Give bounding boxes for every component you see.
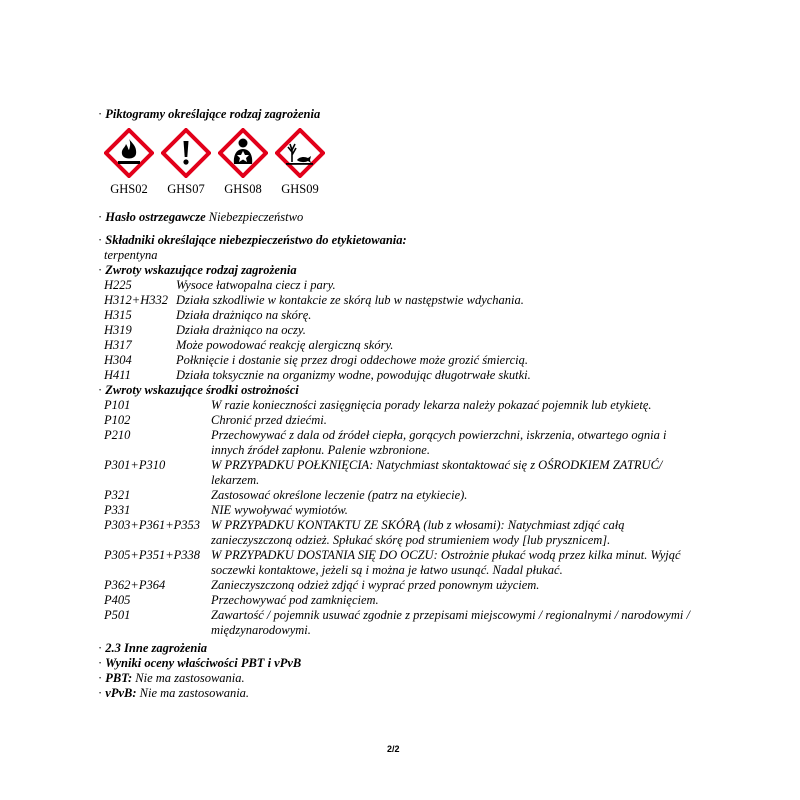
hazard-code: H225 [104,278,132,292]
hazard-code: H315 [104,308,132,322]
pictograms-title [98,107,320,122]
precautionary-statements-title [98,383,299,398]
precaution-code: P362+P364 [104,578,166,592]
pictogram-ghs08 [218,128,268,198]
pictogram-code: GHS02 [110,182,148,196]
hazard-code: H304 [104,353,132,367]
other-hazards-title-text: 2.3 Inne zagrożenia [105,641,208,655]
flame-icon [104,128,154,178]
other-hazards-title [98,641,207,656]
pictogram-row [104,128,334,198]
pictogram-code: GHS08 [224,182,262,196]
precaution-code: P405 [104,593,131,607]
pictogram-ghs02 [104,128,154,198]
ingredients-title [98,233,407,248]
precaution-text: Przechowywać pod zamknięciem. [211,593,379,607]
precaution-text: W razie konieczności zasięgnięcia porady lekarza należy pokazać pojemnik lub etykietę. [211,398,652,412]
precaution-code: P321 [104,488,131,502]
precaution-text: NIE wywoływać wymiotów. [211,503,348,517]
pbt-line [98,671,245,686]
hazard-code: H317 [104,338,132,352]
precaution-code: P102 [104,413,131,427]
pbt-value: Nie ma zastosowania. [135,671,245,685]
bullet: · [98,656,103,670]
hazard-code: H312+H332 [104,293,168,307]
bullet: · [98,233,103,247]
hazard-text: Działa szkodliwie w kontakcie ze skórą lub w następstwie wdychania. [176,293,524,307]
precaution-code: P303+P361+P353 [104,518,201,532]
precaution-text: W PRZYPADKU DOSTANIA SIĘ DO OCZU: Ostrożnie płukać wodą przez kilka minut. Wyjąć soczewki kontaktowe, jeżeli są i można je łatwo usunąć. Nadal płukać. [211,548,681,577]
pictogram-ghs07 [161,128,211,198]
pbt-label: PBT: [105,671,133,685]
hazard-statements-title [98,263,297,278]
pictograms-title-text: Piktogramy określające rodzaj zagrożenia [105,107,321,121]
bullet: · [98,671,103,685]
signal-word-value: Niebezpieczeństwo [208,210,304,224]
precaution-text: Przechowywać z dala od źródeł ciepła, gorących powierzchni, iskrzenia, otwartego ognia i innych źródeł zapłonu. Palenie wzbronione. [211,428,667,457]
precaution-code: P301+P310 [104,458,166,472]
bullet: · [98,107,103,121]
precaution-text: W PRZYPADKU POŁKNIĘCIA: Natychmiast skontaktować się z OŚRODKIEM ZATRUĆ/ lekarzem. [211,458,663,487]
signal-word-label: Hasło ostrzegawcze [105,210,206,224]
precaution-code: P501 [104,608,131,622]
bullet: · [98,263,103,277]
ingredients-value: terpentyna [104,248,158,262]
precaution-code: P101 [104,398,131,412]
bullet: · [98,210,103,224]
hazard-text: Może powodować reakcję alergiczną skóry. [176,338,394,352]
hazard-code: H411 [104,368,131,382]
vpvb-value: Nie ma zastosowania. [139,686,250,700]
hazard-text: Działa toksycznie na organizmy wodne, powodując długotrwałe skutki. [176,368,531,382]
pictogram-code: GHS09 [281,182,319,196]
environment-icon [275,128,325,178]
pictogram-code: GHS07 [167,182,205,196]
bullet: · [98,686,103,700]
precaution-code: P305+P351+P338 [104,548,201,562]
hazard-text: Działa drażniąco na oczy. [176,323,306,337]
hazard-text: Działa drażniąco na skórę. [176,308,312,322]
precaution-text: W PRZYPADKU KONTAKTU ZE SKÓRĄ (lub z włosami): Natychmiast zdjąć całą zanieczyszczoną odzież. Spłukać skórę pod strumieniem wody [lub prysznicem]. [211,518,625,547]
vpvb-label: vPvB: [105,686,137,700]
precautionary-statements-title-text: Zwroty wskazujące środki ostrożności [105,383,299,397]
hazard-text: Wysoce łatwopalna ciecz i pary. [176,278,336,292]
bullet: · [98,383,103,397]
pbt-vpvb-title-text: Wyniki oceny właściwości PBT i vPvB [105,656,302,670]
pbt-vpvb-title [98,656,301,671]
exclamation-mark-icon [161,128,211,178]
hazard-statements-title-text: Zwroty wskazujące rodzaj zagrożenia [105,263,297,277]
health-hazard-icon [218,128,268,178]
precaution-code: P331 [104,503,131,517]
precaution-text: Zanieczyszczoną odzież zdjąć i wyprać przed ponownym użyciem. [211,578,540,592]
ingredients-label: Składniki określające niebezpieczeństwo do etykietowania: [105,233,407,247]
bullet: · [98,641,103,655]
precaution-text: Zawartość / pojemnik usuwać zgodnie z przepisami miejscowymi / regionalnymi / narodowymi / międzynarodowymi. [211,608,690,637]
page-number: 2/2 [387,744,400,754]
precaution-text: Zastosować określone leczenie (patrz na etykiecie). [211,488,468,502]
hazard-text: Połknięcie i dostanie się przez drogi oddechowe może grozić śmiercią. [176,353,529,367]
hazard-code: H319 [104,323,132,337]
precaution-code: P210 [104,428,131,442]
vpvb-line [98,686,249,701]
precaution-text: Chronić przed dziećmi. [211,413,327,427]
pictogram-ghs09 [275,128,325,198]
signal-word [98,210,303,225]
